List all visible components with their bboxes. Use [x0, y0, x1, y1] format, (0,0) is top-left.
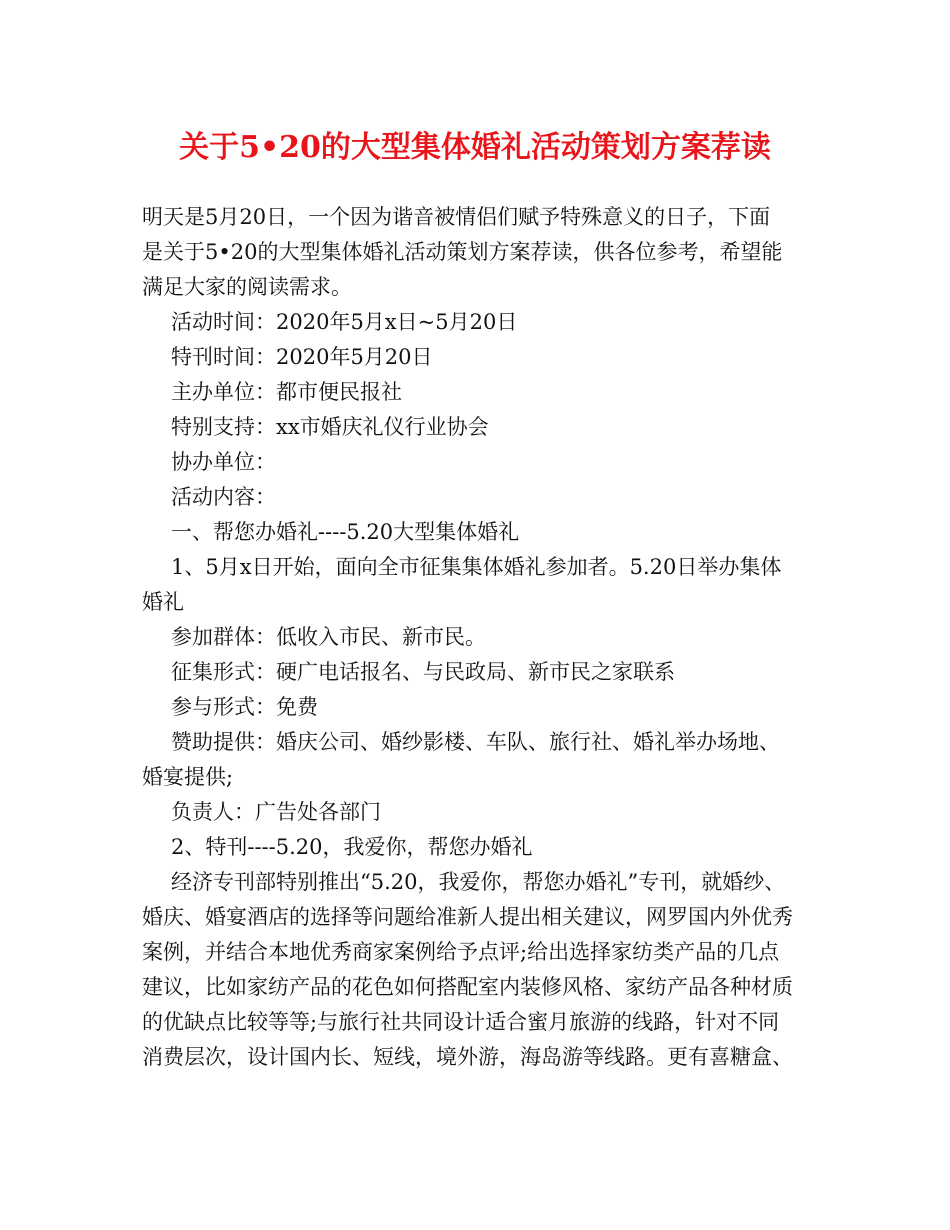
body-line: 特别支持：xx市婚庆礼仪行业协会 — [171, 415, 489, 439]
body-line: 1、5月x日开始，面向全市征集集体婚礼参加者。5.20日举办集体 — [171, 555, 782, 579]
body-line: 2、特刊----5.20，我爱你，帮您办婚礼 — [171, 835, 533, 859]
body-line: 案例，并结合本地优秀商家案例给予点评;给出选择家纺类产品的几点 — [142, 940, 780, 964]
body-line: 婚宴提供; — [142, 765, 234, 789]
document-body — [142, 200, 822, 1075]
body-line: 一、帮您办婚礼----5.20大型集体婚礼 — [171, 520, 520, 544]
body-line: 主办单位：都市便民报社 — [171, 380, 402, 404]
body-line: 特刊时间：2020年5月20日 — [171, 345, 433, 369]
body-line: 活动内容： — [171, 485, 276, 509]
body-line: 负责人：广告处各部门 — [171, 800, 381, 824]
body-line: 参与形式：免费 — [171, 695, 318, 719]
body-line: 婚庆、婚宴酒店的选择等问题给准新人提出相关建议，网罗国内外优秀 — [142, 905, 793, 929]
body-line: 满足大家的阅读需求。 — [142, 275, 352, 299]
body-line: 明天是5月20日，一个因为谐音被情侣们赋予特殊意义的日子，下面 — [142, 205, 771, 229]
body-line: 是关于5•20的大型集体婚礼活动策划方案荐读，供各位参考，希望能 — [142, 240, 783, 264]
document-title: 关于5•20的大型集体婚礼活动策划方案荐读 — [179, 130, 771, 165]
body-line: 活动时间：2020年5月x日~5月20日 — [171, 310, 518, 334]
body-line: 消费层次，设计国内长、短线，境外游，海岛游等线路。更有喜糖盒、 — [142, 1045, 793, 1069]
body-line: 参加群体：低收入市民、新市民。 — [171, 625, 486, 649]
body-line: 建议，比如家纺产品的花色如何搭配室内装修风格、家纺产品各种材质 — [142, 975, 793, 999]
body-line: 协办单位： — [171, 450, 276, 474]
body-line: 的优缺点比较等等;与旅行社共同设计适合蜜月旅游的线路，针对不同 — [142, 1010, 780, 1034]
body-line: 征集形式：硬广电话报名、与民政局、新市民之家联系 — [171, 660, 675, 684]
body-line: 经济专刊部特别推出“5.20，我爱你，帮您办婚礼”专刊，就婚纱、 — [171, 870, 786, 894]
body-line: 赞助提供：婚庆公司、婚纱影楼、车队、旅行社、婚礼举办场地、 — [171, 730, 780, 754]
body-line: 婚礼 — [142, 590, 184, 614]
